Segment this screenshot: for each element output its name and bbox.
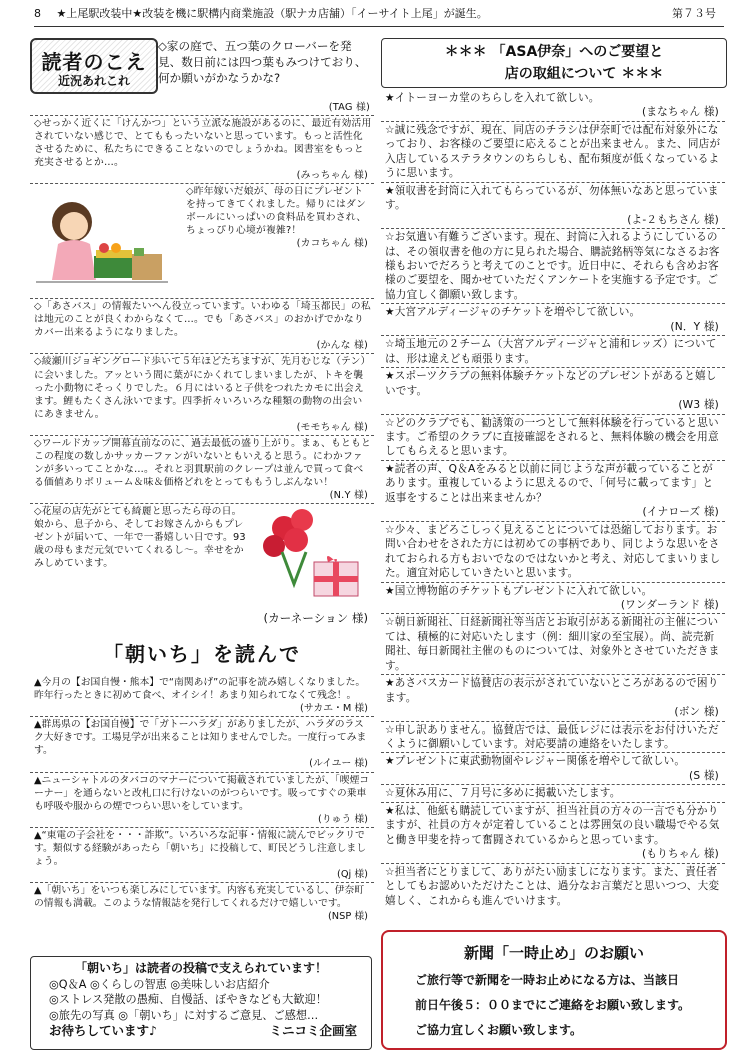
posting-org: ミニコミ企画室: [269, 1023, 357, 1038]
page-header: [34, 6, 724, 22]
entry-text: ▲ニューシャトルのタバコのマナーについて掲載されていましたが、「喫煙コーナー」を通らないと改札口に行けないのがつらいです。吸ってすぐの乗車も呼吸や服からの煙でつらい思いをしています。: [34, 774, 370, 812]
posting-line-3: ◎旅先の写真 ◎「朝いち」に対するご意見、ご感想…: [49, 1008, 319, 1022]
entry-text: ▲“東電の子会社を・・・詐欺”。いろいろな記事・情報に読んでビックリです。類似する経験があったら「朝いち」に投稿して、町民どうし注意しましょう。: [34, 829, 367, 867]
reader-entry-4: [30, 299, 374, 354]
asa-entry-17: [381, 803, 725, 864]
entry-text: ☆朝日新聞社、日経新聞社等当店とお取引がある新聞社の主催については、積極的に対応いたします（例：細川家の至宝展）。尚、読売新聞社、毎日新聞社主催のものについては、対象外とさせていただきます。: [385, 616, 720, 672]
asa-entry-13: [381, 675, 725, 721]
entry-signature: (N．Y 様): [670, 320, 719, 333]
suspend-delivery-notice: [381, 930, 727, 1050]
asa-entry-3: [381, 183, 725, 229]
entry-body: [34, 505, 250, 570]
asa-entry-14: [381, 722, 725, 754]
issue-number: 第７３号: [672, 7, 716, 20]
readers-subtitle: 近況あれこれ: [57, 74, 130, 88]
reader-entry-3: [30, 184, 374, 299]
asa-entry-15: [381, 753, 725, 785]
posting-line-1: ◎Q＆A ◎くらしの智恵 ◎美味しいお店紹介: [49, 977, 270, 991]
notice-line-3: ご協力宜しくお願い致します。: [415, 1023, 583, 1037]
entry-body: [186, 185, 372, 250]
entry-text: ◇「あさバス」の情報たいへん役立っています。いわゆる「埼玉都民」の私は地元のことが良くわからなくて…。でも「あさバス」のおかげでかなりカバー出来るようになりました。: [34, 301, 371, 339]
entry-text: ★領収書を封筒に入れてもらっているが、勿体無いなあと思っています。: [385, 184, 719, 212]
page-number: 8: [34, 7, 41, 20]
entry-text: ★読者の声、Q＆Aをみると以前に同じような声が載っていることがあります。重複しているように思えるので、「何号に載ってます」と返事をすることは出来ませんか？: [385, 462, 714, 504]
entry-text: ◇家の庭で、五つ葉のクローバーを発見、数日前には四つ葉もみつけており、何か願いがかなうかな?: [158, 39, 367, 86]
asa-entry-16: [381, 785, 725, 802]
entry-signature: (モモちゃん 様): [296, 421, 368, 433]
reader-entry-2: [30, 116, 374, 184]
entry-signature: (TAG 様): [30, 100, 374, 116]
entry-signature: (りゅう 様): [318, 813, 368, 825]
entry-text: ◇ワールドカップ開幕直前なのに、過去最低の盛り上がり。まぁ、もともとこの程度の数しかサッカーファンがいないともいえると思う。にわかファンが多いってことかな…。それと羽貫駅前のクレープは並んで買って食べる価値ありボリューム＆味＆価格どれをとってももうしぶんない！: [34, 437, 372, 488]
entry-text: ☆担当者にとりまして、ありがたい励ましになります。また、責任者としてもお認めいただけたことは、過分なお言葉だと思いつつ、大変嬉しく、これからも進んでいけます。: [385, 865, 720, 907]
entry-text: ★スポーツクラブの無料体験チケットなどのプレゼントがあると嬉しいです。: [385, 370, 717, 397]
posting-call-box: [30, 956, 372, 1050]
asa-entry-4: [381, 229, 725, 304]
asa-entry-9: [381, 461, 725, 522]
entry-text: ★国立博物館のチケットもプレゼントに入れて欲しい。: [385, 584, 653, 597]
entry-text: ▲群馬県の【お国自慢】で「ガトーハラダ」がありましたが、ハラダのラスク大好きです。工場見学が出来ることは知りませんでした。一度行ってみます。: [34, 719, 367, 757]
entry-signature: (サカエ・M 様): [300, 703, 368, 715]
entry-text: ☆どのクラブでも、勧誘策の一つとして無料体験を行っていると思います。ご希望のクラブに直接確認をされると、無料体験の機会を用意してもらえると思います。: [385, 416, 719, 458]
entry-signature: (S 様): [689, 769, 719, 782]
entry-signature: (かんな 様): [316, 340, 368, 352]
notice-line-1: ご旅行等で新聞を一時お止めになる方は、当該日: [415, 973, 680, 987]
entry-signature: (W3 様): [678, 399, 719, 412]
asaichi-heading: 「朝いち」を読んで: [103, 642, 301, 667]
entry-text: ▲今月の【お国自慢・熊本】で“南関あげ”の記事を読み嬉しくなりました。昨年行ったときに初めて食べ、オイシイ！あまり知られてなくて残念！。: [34, 677, 366, 702]
entry-text: ☆誠に残念ですが、現在、同店のチラシは伊奈町では配布対象外になっており、お客様のご要望に応えることが出来ません。また、同店が入店しているステラタウンのちらしも、配布頻度が低くなっているように思います。: [385, 123, 721, 180]
asa-entry-11: [381, 583, 725, 615]
asa-entry-12: [381, 614, 725, 675]
header-rule: [34, 26, 724, 27]
asa-entry-7: [381, 368, 725, 414]
entry-signature: (まなちゃん 様): [642, 106, 719, 119]
asa-entry-1: [381, 90, 725, 122]
entry-signature: (もりちゃん 様): [642, 848, 719, 861]
header-banner: ★上尾駅改装中★改装を機に駅構内商業施設（駅ナカ店舗）「イーサイト上尾」が誕生。: [56, 7, 488, 20]
asa-entry-6: [381, 336, 725, 368]
asa-title-line-1: ＊＊＊ 「ASA伊奈」へのご要望と: [444, 44, 664, 60]
asa-title-box: [381, 38, 727, 88]
notice-title: 新聞「一時止め」のお願い: [463, 944, 644, 962]
entry-text: ◇花屋の店先がとても綺麗と思ったら母の日。娘から、息子から、そしてお嫁さんからもプレゼントが届いて、一年で一番嬉しい日です。93歳の母もまだ元気でいてくれるし〜。幸せをかみしめています。: [34, 505, 246, 570]
asaichi-entry-2: [30, 717, 374, 772]
entry-signature: (カコちゃん 様): [296, 238, 368, 250]
entry-signature: (ルイユー 様): [309, 758, 368, 770]
asa-entry-5: [381, 304, 725, 336]
entry-text: ☆夏休み用に、７月号に多めに掲載いたします。: [385, 787, 621, 800]
entry-text: ▲「朝いち」をいつも楽しみにしています。内容も充実しているし、伊奈町の情報も満載。このような情報誌を発行してくれるだけで嬉しいです。: [34, 884, 365, 909]
right-column: [381, 38, 725, 909]
entry-text: ◇せっかく近くに「けんかつ」という立派な施設があるのに、最近有効活用されていない感じで、とてももったいないと思っています。もっと活性化させるために、私たちにできることないのでしょうかね。図書室をもっと充実させるとか…。: [34, 118, 372, 169]
entry-text: ☆少々、まどろこしっく見えることについては恐縮しております。お問い合わせをされた方には初めての事柄であり、同じような思いをされておられる方もおいでなのではないかと考え、対応してまいりました。適宜対応していきたいと思います。: [385, 523, 721, 580]
posting-title: 「朝いち」は読者の投稿で支えられています！: [74, 961, 327, 975]
carnation-gift-illustration: [254, 506, 370, 604]
readers-section-head: [30, 38, 374, 100]
reader-entry-5: [30, 354, 374, 435]
entry-text: ◇昨年嫁いだ娘が、母の日にプレゼントを持ってきてくれました。帰りにはダンボールにいっぱいの食料品を買わされ、ちょっぴり心境が複雑?！: [186, 186, 367, 237]
readers-title-box: [30, 38, 158, 94]
entry-signature: (Qj 様): [337, 868, 368, 880]
asa-entries: [381, 90, 725, 909]
asa-entry-18: [381, 864, 725, 909]
entry-signature: (ボン 様): [674, 706, 719, 719]
entry-signature: (NSP 様): [327, 910, 368, 922]
left-column: [30, 38, 374, 924]
entry-text: ☆埼玉地元の２チーム（大宮アルディージャと浦和レッズ）については、形は違えども頑張ります。: [385, 338, 717, 365]
asaichi-entry-5: [30, 883, 374, 924]
reader-entry-7: [30, 504, 374, 610]
entry-text: ◇綾瀬川ジョギングロード歩いて５年ほどたちますが、先月むじな（テン）に会いました。アッという間に葉がにかくれてしまいましたが、トキを襲った小動物にそっくりでした。６月にはいると子供をつれたカモに出会えます。鯉もたくさん泳いでます。四季折々いろいろな種類の動物の出会いにあきません。: [34, 356, 371, 420]
entry-text: ★あさバスカード協賛店の表示がされていないところがあるので困ります。: [385, 677, 719, 704]
entry-signature: (イナローズ 様): [642, 506, 719, 519]
notice-line-2: 前日午後５：００までにご連絡をお願い致します。: [415, 998, 691, 1012]
posting-line-2: ◎ストレス発散の愚痴、自慢話、ぼやきなども大歓迎！: [49, 993, 327, 1006]
asa-section-head: [381, 38, 725, 90]
reader-entry-6: [30, 436, 374, 504]
reader-entry-1: [158, 38, 374, 87]
asa-title-line-2: 店の取組について ＊＊＊: [504, 66, 664, 82]
asaichi-entry-1: [30, 675, 374, 717]
asa-entry-10: [381, 522, 725, 583]
entry-signature: (カーネーション 様): [263, 610, 368, 625]
asaichi-entry-3: [30, 773, 374, 828]
asa-entry-2: [381, 122, 725, 183]
posting-footer: [31, 1023, 371, 1039]
woman-shopping-illustration: [36, 192, 168, 288]
readers-title: 読者のこえ: [41, 50, 147, 74]
asa-entry-8: [381, 415, 725, 461]
entry-signature: (N.Y 様): [329, 489, 368, 501]
entry-text: ★私は、他紙も購読していますが、担当社員の方々の一言でも分かりますが、社員の方々が定着していることは雰囲気の良い職場でやる気と働き甲斐を持って奮闘されているからと思っています。: [385, 804, 720, 846]
entry-text: ★大宮アルディージャのチケットを増やして欲しい。: [385, 306, 641, 319]
entry-signature: (みっちゃん 様): [296, 170, 368, 182]
asaichi-entry-4: [30, 828, 374, 883]
entry-text: ☆お気遣い有難うございます。現在、封筒に入れるようにしているのは、その領収書を他の方に見られた場合、購読銘柄等気になさるお客様もおいでだろうと考えてのことです。近日中に、それらも含めお客様のご要望を、聞かせていただくアンケートを実施する予定です。ご協力宜しく御願い致します。: [385, 231, 720, 301]
entry-signature: (ワンダーランド 様): [620, 598, 719, 611]
entry-text: ☆申し訳ありません。協賛店では、最低レジには表示をお付けいただくように御願いしています。対応要請の連絡をいたします。: [385, 723, 719, 751]
entry-signature: (よ-２もちさん 様): [627, 213, 719, 226]
entry-text: ★イトーヨーカ堂のちらしを入れて欲しい。: [385, 92, 600, 104]
entry-text: ★プレゼントに東武動物園やレジャー関係を増やして欲しい。: [385, 755, 686, 768]
posting-closing: お待ちしています♪: [49, 1023, 157, 1038]
